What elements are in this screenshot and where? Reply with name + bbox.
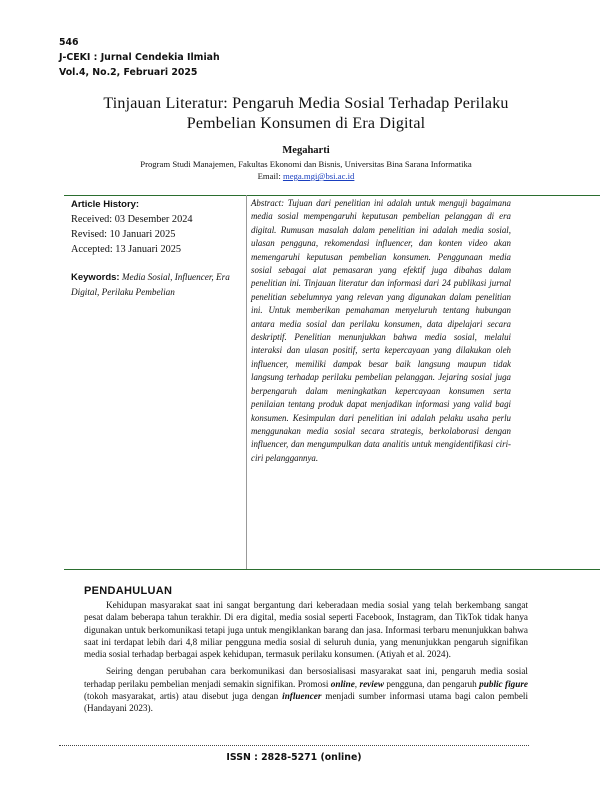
body-text [84, 599, 528, 720]
section-heading: PENDAHULUAN [84, 585, 173, 597]
email-link[interactable]: mega.mgi@bsi.ac.id [282, 171, 355, 181]
paragraph-2-part-3: pengguna, dan pengaruh [384, 678, 480, 689]
info-box-bottom-rule [64, 569, 600, 570]
paragraph-2-part-2: , [354, 678, 360, 689]
email-line [60, 170, 552, 182]
accepted-date: Accepted: 13 Januari 2025 [71, 244, 182, 255]
term-public-figure: public figure [479, 678, 529, 689]
article-info [71, 197, 241, 299]
journal-name: J-CEKI : Jurnal Cendekia Ilmiah [59, 52, 220, 63]
journal-volume: Vol.4, No.2, Februari 2025 [59, 67, 198, 78]
keywords [71, 270, 241, 299]
revised-date: Revised: 10 Januari 2025 [71, 229, 176, 240]
affiliation: Program Studi Manajemen, Fakultas Ekonomi dan Bisnis, Universitas Bina Sarana Informatika [140, 159, 472, 169]
page-number: 546 [59, 37, 79, 48]
keywords-label: Keywords: [71, 272, 120, 283]
paragraph-2-part-5: menjadi sumber informasi utama bagi calon pembeli (Handayani 2023). [84, 691, 529, 714]
info-box-divider [246, 195, 247, 570]
term-online: online [330, 678, 355, 689]
email-label: Email: [257, 171, 281, 181]
info-box-top-rule [64, 195, 600, 196]
article-title [60, 94, 552, 134]
article-history-heading: Article History: [71, 199, 140, 210]
issn-footer: ISSN : 2828-5271 (online) [226, 752, 362, 763]
paragraph-1: Kehidupan masyarakat saat ini sangat bergantung dari keberadaan media sosial yang telah berkembang sangat pesat dalam beberapa tahun terakhir. Di era digital, media sosial seperti Facebook, Instagram, dan TikTok tidak hanya digunakan untuk berkomunikasi tetapi juga untuk mengiklankan barang dan jasa. Informasi terbaru menunjukkan bahwa saat ini terdapat lebih dari 4,8 miliar pengguna media sosial di seluruh dunia, yang menunjukkan pengaruh signifikan media sosial terhadap berbagai aspek kehidupan, termasuk perilaku konsumen. (Atiyah et al. 2024). [84, 600, 528, 660]
journal-header [59, 35, 220, 80]
title-line-2: Pembelian Konsumen di Era Digital [186, 115, 426, 132]
keywords-text: Media Sosial, Influencer, Era Digital, Perilaku Pembelian [71, 272, 230, 298]
term-influencer: influencer [282, 691, 322, 702]
abstract-text: Abstract: Tujuan dari penelitian ini adalah untuk menguji bagaimana media sosial mempengaruhi keputusan pembelian pelanggan di era digital. Rumusan masalah dalam penelitian ini adalah media sosial, ulasan pengguna, rekomendasi influencer, dan konten video akan memengaruhi keputusan pembelian konsumen. Penggunaan media sosial sebagai alat pemasaran yang efektif juga dibahas dalam penelitian ini. Tinjauan literatur dan informasi dari 24 publikasi jurnal penelitian sebelumnya yang relevan yang digunakan dalam penelitian ini. Untuk memberikan pemahaman menyeluruh tentang hubungan antara media sosial dan perilaku konsumen, data dipelajari secara deskriptif. Penelitian menunjukkan bahwa media sosial, melalui interaksi dan ulasan positif, serta kepercayaan yang dilakukan oleh influencer, memiliki dampak besar baik langsung maupun tidak langsung terhadap perilaku pembelian pelanggan. Jejaring sosial juga berpengaruh dalam meningkatkan kepercayaan konsumen serta penilaian tentang produk dapat menjadikan informasi yang valid bagi konsumen. Kesimpulan dari penelitian ini adalah pelaku usaha perlu menggunakan media sosial secara strategis, berkolaborasi dengan influencer, dan mengumpulkan data analitis untuk mengidentifikasi ciri-ciri pelanggannya. [251, 198, 511, 463]
paragraph-2-part-4: (tokoh masyarakat, artis) atau disebut juga dengan [84, 691, 283, 702]
paragraph-2-part-1: Seiring dengan perubahan cara berkomunikasi dan bersosialisasi masyarakat saat ini, pengaruh media sosial terhadap perilaku pembelian menjadi semakin signifikan. Promosi [84, 666, 528, 689]
title-line-1: Tinjauan Literatur: Pengaruh Media Sosial Terhadap Perilaku [103, 95, 509, 112]
received-date: Received: 03 Desember 2024 [71, 214, 193, 225]
paragraph-2 [84, 665, 528, 714]
term-review: review [359, 678, 385, 689]
author-affiliation-block [60, 158, 552, 182]
footer-divider [59, 745, 529, 746]
author-name: Megaharti [282, 145, 330, 156]
